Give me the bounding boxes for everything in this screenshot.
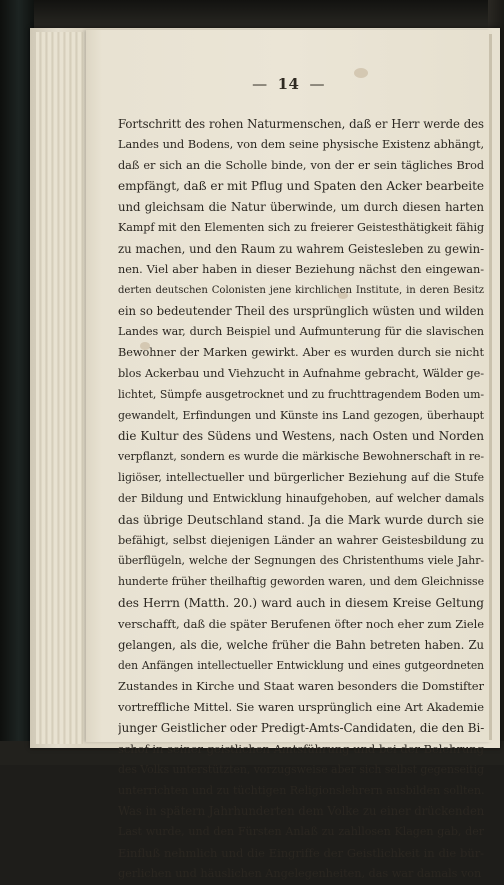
text-line: blos Ackerbau und Viehzucht in Aufnahme gebracht, Wälder ge-	[118, 366, 484, 380]
text-line: Bewohner der Marken gewirkt. Aber es wurden durch sie nicht	[118, 346, 484, 360]
header-dash-left: —	[252, 75, 268, 93]
text-line: des Herrn (Matth. 20.) ward auch in diesem Kreise Geltung	[118, 596, 484, 611]
text-line: empfängt, daß er mit Pflug und Spaten den Acker bearbeite	[118, 179, 484, 194]
text-line: Last wurde, und den Fürsten Anlaß zu zahllosen Klagen gab, der	[118, 825, 484, 839]
text-line: Fortschritt des rohen Naturmenschen, daß er Herr werde des	[118, 117, 484, 131]
text-line: gerlichen und häuslichen Angelegenheiten, das war damals von	[118, 866, 482, 880]
text-line: des Volks unterstützten, vorzugsweise aber sich selbst gegenseitig	[118, 762, 484, 776]
text-line: ligiöser, intellectueller und bürgerlicher Beziehung auf die Stufe	[118, 471, 484, 485]
text-line: Zustandes in Kirche und Staat waren besonders die Domstifter	[118, 679, 484, 694]
book-binding-edge	[0, 0, 34, 765]
text-line: der Bildung und Entwicklung hinaufgehoben, auf welcher damals	[118, 491, 484, 505]
running-head	[86, 73, 491, 95]
text-line: vortreffliche Mittel. Sie waren ursprünglich eine Art Akademie	[118, 700, 484, 715]
text-line: nen. Viel aber haben in dieser Beziehung nächst den eingewan-	[118, 262, 484, 276]
text-line: schof in seiner geistlichen Amtsführung und bei der Belehrung	[118, 741, 484, 756]
text-line: hunderte früher theilhaftig geworden waren, und dem Gleichnisse	[118, 575, 484, 589]
text-line: derten deutschen Colonisten jene kirchlichen Institute, in deren Besitz	[118, 284, 484, 296]
text-line: unterrichten und zu tüchtigen Religionslehrern ausbilden sollten.	[118, 783, 484, 797]
body-text	[118, 114, 484, 885]
text-line: junger Geistlicher oder Predigt-Amts-Candidaten, die den Bi-	[118, 721, 484, 736]
text-line: verpflanzt, sondern es wurde die märkische Bewohnerschaft in re-	[118, 450, 484, 464]
text-line: und gleichsam die Natur überwinde, um durch diesen harten	[118, 200, 484, 215]
text-line: Was in spätern Jahrhunderten dem Volke zu einer drückenden	[118, 804, 484, 819]
text-line: die Kultur des Südens und Westens, nach Osten und Norden	[118, 429, 484, 444]
book-page	[86, 30, 491, 880]
text-line: überflügeln, welche der Segnungen des Christenthums viele Jahr-	[118, 554, 484, 568]
text-line: Kampf mit den Elementen sich zu freierer Geistesthätigkeit fähig	[118, 221, 484, 235]
text-line: verschafft, daß die später Berufenen öfter noch eher zum Ziele	[118, 616, 484, 631]
background-top	[0, 0, 504, 30]
text-line: Landes war, durch Beispiel und Aufmunterung für die slavischen	[118, 325, 484, 339]
page-edge-right	[489, 34, 492, 740]
text-line: den Anfängen intellectueller Entwicklung und eines gutgeordneten	[118, 658, 484, 672]
text-line: das übrige Deutschland stand. Ja die Mark wurde durch sie	[118, 512, 484, 527]
page-number: 14	[277, 75, 300, 93]
header-dash-right: —	[309, 75, 325, 93]
text-line: befähigt, selbst diejenigen Länder an wahrer Geistesbildung zu	[118, 533, 484, 547]
text-line: Einfluß nehmlich und die Eingriffe der Geistlichkeit in die bür-	[118, 845, 484, 860]
text-line: daß er sich an die Scholle binde, von der er sein tägliches Brod	[118, 158, 484, 172]
page-stack-edges	[36, 32, 84, 744]
text-line: ein so bedeutender Theil des ursprünglich wüsten und wilden	[118, 304, 484, 319]
text-line: Landes und Bodens, von dem seine physische Existenz abhängt,	[118, 137, 484, 151]
text-line: gelangen, als die, welche früher die Bahn betreten haben. Zu	[118, 637, 484, 652]
text-line: zu machen, und den Raum zu wahrem Geistesleben zu gewin-	[118, 241, 484, 256]
text-line: lichtet, Sümpfe ausgetrocknet und zu fruchttragendem Boden um-	[118, 387, 484, 401]
ink-stain	[354, 68, 368, 78]
text-line: gewandelt, Erfindungen und Künste ins Land gezogen, überhaupt	[118, 408, 484, 422]
